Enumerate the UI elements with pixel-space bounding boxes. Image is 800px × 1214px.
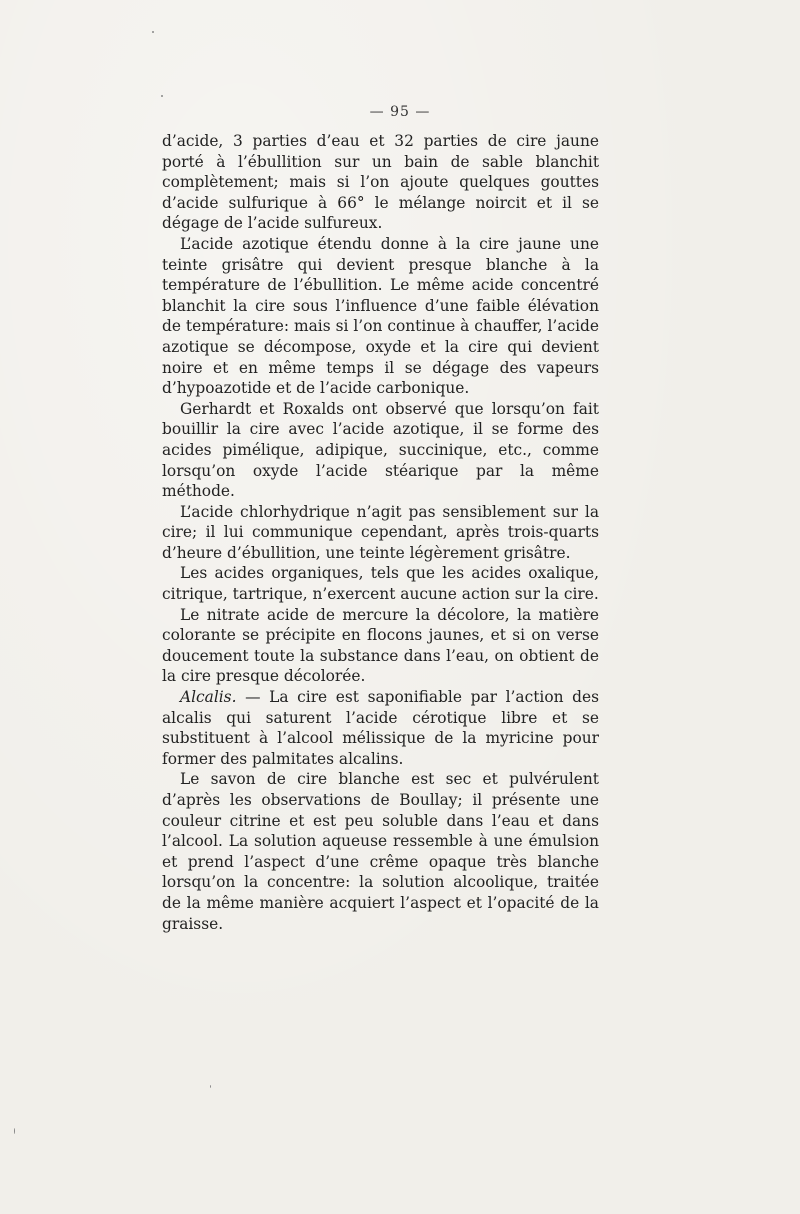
scan-speck	[14, 1128, 15, 1134]
paragraph-7-text: — La cire est saponifiable par l’action des alcalis qui saturent l’acide cérotique libre et se substituent à l’alcool mélissique de la myricine pour former des palmitates alcalins.	[162, 688, 599, 768]
paragraph-1-text: d’acide, 3 parties d’eau et 32 parties de cire jaune porté à l’ébullition sur un bain de sable blanchit complètement; mais si l’on ajoute quelques gouttes d’acide sulfurique à 66° le mélange noircit et il se dégage de l’acide sulfureux.	[162, 132, 599, 233]
scan-speck	[161, 95, 163, 97]
paragraph-7	[162, 687, 599, 769]
paragraph-5-text: Les acides organiques, tels que les acides oxalique, citrique, tartrique, n’exercent aucune action sur la cire.	[162, 564, 599, 604]
page-number: — 95 —	[369, 104, 431, 120]
paragraph-4	[162, 502, 599, 564]
body-text	[162, 131, 599, 934]
paragraph-4-text: L’acide chlorhydrique n’agit pas sensiblement sur la cire; il lui communique cependant, après trois-quarts d’heure d’ébullition, une teinte légèrement grisâtre.	[162, 502, 599, 562]
paragraph-5	[162, 563, 599, 604]
scan-speck	[210, 1085, 211, 1088]
paragraph-6-text: Le nitrate acide de mercure la décolore, la matière colorante se précipite en flocons jaunes, et si on verse doucement toute la substance dans l’eau, on obtient de la cire presque décolorée.	[162, 605, 599, 686]
paragraph-1	[162, 131, 599, 234]
paragraph-8	[162, 769, 599, 934]
paragraph-8-text: Le savon de cire blanche est sec et pulvérulent d’après les observations de Boullay; il présente une couleur citrine et est peu soluble dans l’eau et dans l’alcool. La solution aqueuse ressemble à une émulsion et prend l’aspect d’une crême opaque très blanche lorsqu’on la concentre: la solution alcoolique, traitée de la même manière acquiert l’aspect et l’opacité de la graisse.	[162, 770, 599, 933]
paragraph-3-text: Gerhardt et Roxalds ont observé que lorsqu’on fait bouillir la cire avec l’acide azotique, il se forme des acides pimélique, adipique, succinique, etc., comme lorsqu’on oxyde l’acide stéarique par la même méthode.	[162, 399, 599, 501]
scan-speck	[152, 31, 154, 33]
paragraph-6	[162, 605, 599, 687]
paragraph-3	[162, 399, 599, 502]
section-lead-alcalis: Alcalis.	[180, 688, 237, 707]
paragraph-2	[162, 234, 599, 399]
paragraph-2-text: L’acide azotique étendu donne à la cire jaune une teinte grisâtre qui devient presque blanche à la température de l’ébullition. Le même acide concentré blanchit la cire sous l’influence d’une faible élévation de température: mais si l’on continue à chauffer, l’acide azotique se décompose, oxyde et la cire qui devient noire et en même temps il se dégage des vapeurs d’hypoazotide et de l’acide carbonique.	[162, 234, 599, 398]
